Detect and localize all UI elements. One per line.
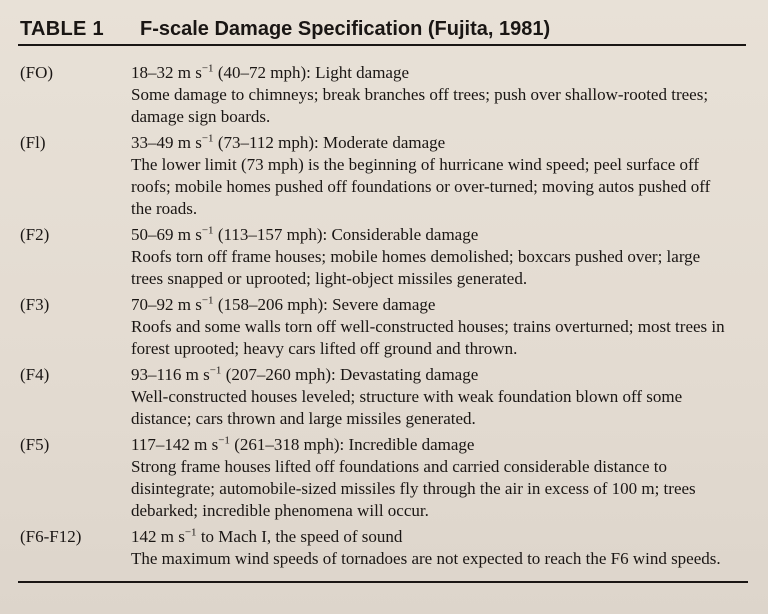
unit-exponent: −1: [201, 62, 214, 75]
speed-range: 50–69 m s: [131, 225, 202, 244]
scale-code: (F5): [20, 435, 50, 454]
speed-label: (113–157 mph): Considerable damage: [213, 225, 479, 244]
wind-speed-line: [131, 364, 731, 386]
table-title: F-scale Damage Specification (Fujita, 1981): [140, 18, 551, 40]
unit-exponent: −1: [201, 224, 214, 237]
entries-list: [0, 62, 768, 574]
damage-description: Some damage to chimneys; break branches off trees; push over shallow-rooted trees; damage sign boards.: [131, 85, 709, 126]
entry-body: [131, 434, 731, 522]
scale-code: (FO): [20, 63, 54, 82]
speed-label: (73–112 mph): Moderate damage: [213, 133, 446, 152]
speed-label: (261–318 mph): Incredible damage: [229, 435, 475, 454]
damage-description: The maximum wind speeds of tornadoes are not expected to reach the F6 wind speeds.: [131, 549, 721, 568]
damage-description: Roofs and some walls torn off well-constructed houses; trains overturned; most trees in forest uprooted; heavy cars lifted off ground and thrown.: [131, 317, 725, 358]
table-number: TABLE 1: [20, 18, 104, 40]
wind-speed-line: [131, 294, 731, 316]
speed-range: 18–32 m s: [131, 63, 202, 82]
unit-exponent: −1: [184, 526, 197, 539]
top-rule: [18, 44, 746, 46]
table-header: [18, 12, 746, 46]
wind-speed-line: [131, 62, 731, 84]
entry-body: [131, 294, 731, 360]
entry-body: [131, 364, 731, 430]
scale-entry: [0, 526, 768, 570]
speed-range: 93–116 m s: [131, 365, 210, 384]
scale-code: (F2): [20, 225, 50, 244]
speed-range: 142 m s: [131, 527, 185, 546]
scale-entry: [0, 132, 768, 220]
speed-label: (207–260 mph): Devastating damage: [221, 365, 479, 384]
entry-body: [131, 62, 731, 128]
speed-label: to Mach I, the speed of sound: [196, 527, 403, 546]
entry-body: [131, 224, 731, 290]
scale-entry: [0, 62, 768, 128]
wind-speed-line: [131, 132, 731, 154]
wind-speed-line: [131, 526, 731, 548]
speed-label: (158–206 mph): Severe damage: [213, 295, 436, 314]
speed-range: 117–142 m s: [131, 435, 219, 454]
scale-entry: [0, 224, 768, 290]
scale-entry: [0, 294, 768, 360]
unit-exponent: −1: [218, 434, 230, 447]
speed-label: (40–72 mph): Light damage: [213, 63, 410, 82]
wind-speed-line: [131, 224, 731, 246]
speed-range: 70–92 m s: [131, 295, 202, 314]
damage-description: Strong frame houses lifted off foundations and carried considerable distance to disintegrate; automobile-sized missiles fly through the air in excess of 100 m; trees debarked; incredible phenomena will occur.: [131, 457, 696, 520]
damage-description: Well-constructed houses leveled; structure with weak foundation blown off some distance; cars thrown and large missiles generated.: [131, 387, 683, 428]
bottom-rule: [18, 581, 748, 583]
damage-description: The lower limit (73 mph) is the beginning of hurricane wind speed; peel surface off roofs; mobile homes pushed off foundations or over-turned; moving autos pushed off the roads.: [131, 155, 711, 218]
scale-code: (F4): [20, 365, 50, 384]
unit-exponent: −1: [201, 294, 214, 307]
wind-speed-line: [131, 434, 731, 456]
entry-body: [131, 526, 731, 570]
scale-code: (F6-F12): [20, 527, 82, 546]
scale-code: (Fl): [20, 133, 46, 152]
unit-exponent: −1: [201, 132, 214, 145]
unit-exponent: −1: [209, 364, 222, 377]
damage-description: Roofs torn off frame houses; mobile homes demolished; boxcars pushed over; large trees snapped or uprooted; light-object missiles generated.: [131, 247, 701, 288]
scale-entry: [0, 364, 768, 430]
speed-range: 33–49 m s: [131, 133, 202, 152]
scale-entry: [0, 434, 768, 522]
entry-body: [131, 132, 731, 220]
scale-code: (F3): [20, 295, 50, 314]
